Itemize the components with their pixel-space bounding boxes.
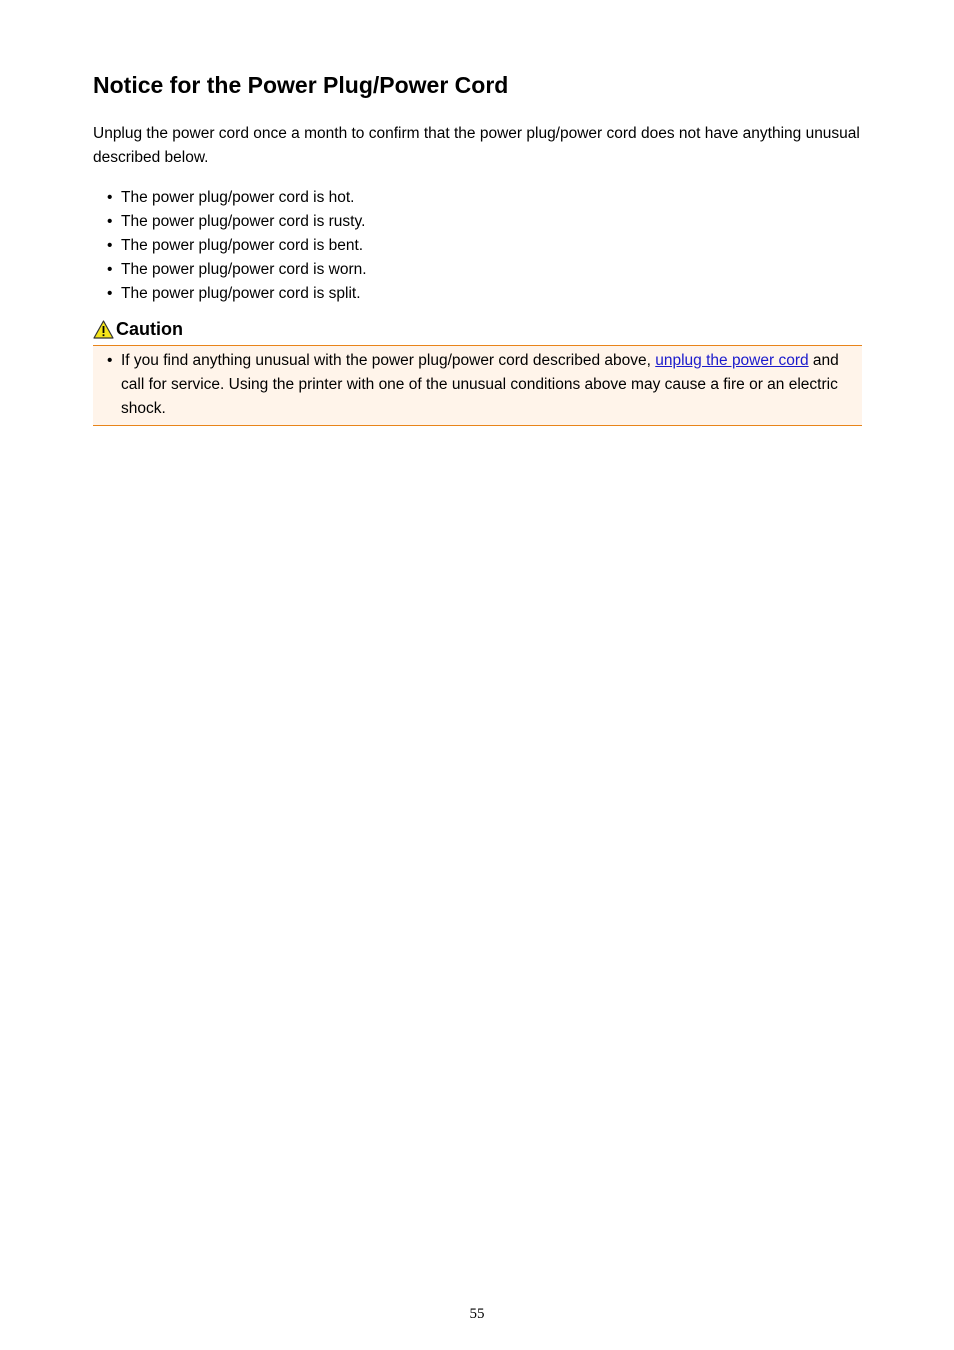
caution-box <box>93 345 862 426</box>
caution-list <box>93 346 862 421</box>
list-item-text: The power plug/power cord is worn. <box>121 261 367 278</box>
bullet-marker: • <box>107 352 113 369</box>
caution-item <box>93 349 842 421</box>
intro-paragraph: Unplug the power cord once a month to confirm that the power plug/power cord does not have anything unusual described below. <box>93 125 860 166</box>
unplug-power-cord-link[interactable]: unplug the power cord <box>655 352 809 369</box>
list-item-text: The power plug/power cord is split. <box>121 285 361 302</box>
bullet-marker: • <box>107 213 113 230</box>
list-item <box>93 234 367 258</box>
warning-triangle-icon <box>93 320 114 339</box>
caution-heading <box>93 316 183 342</box>
page-number: 55 <box>469 1306 485 1322</box>
list-item <box>93 210 367 234</box>
list-item-text: The power plug/power cord is bent. <box>121 237 364 254</box>
list-item <box>93 258 367 282</box>
bullet-marker: • <box>107 237 113 254</box>
bullet-marker: • <box>107 189 113 206</box>
caution-text-after: and call for service. Using the printer with one of the unusual conditions above may cause a fire or an electric shock. <box>121 352 839 417</box>
bullet-marker: • <box>107 261 113 278</box>
caution-heading-label: Caution <box>116 318 183 339</box>
page-title: Notice for the Power Plug/Power Cord <box>93 72 509 98</box>
list-item-text: The power plug/power cord is hot. <box>121 189 355 206</box>
caution-text-before: If you find anything unusual with the power plug/power cord described above, <box>121 352 656 369</box>
list-item-text: The power plug/power cord is rusty. <box>121 213 366 230</box>
bullet-marker: • <box>107 285 113 302</box>
list-item <box>93 186 367 210</box>
list-item <box>93 282 367 306</box>
condition-list <box>93 186 367 306</box>
